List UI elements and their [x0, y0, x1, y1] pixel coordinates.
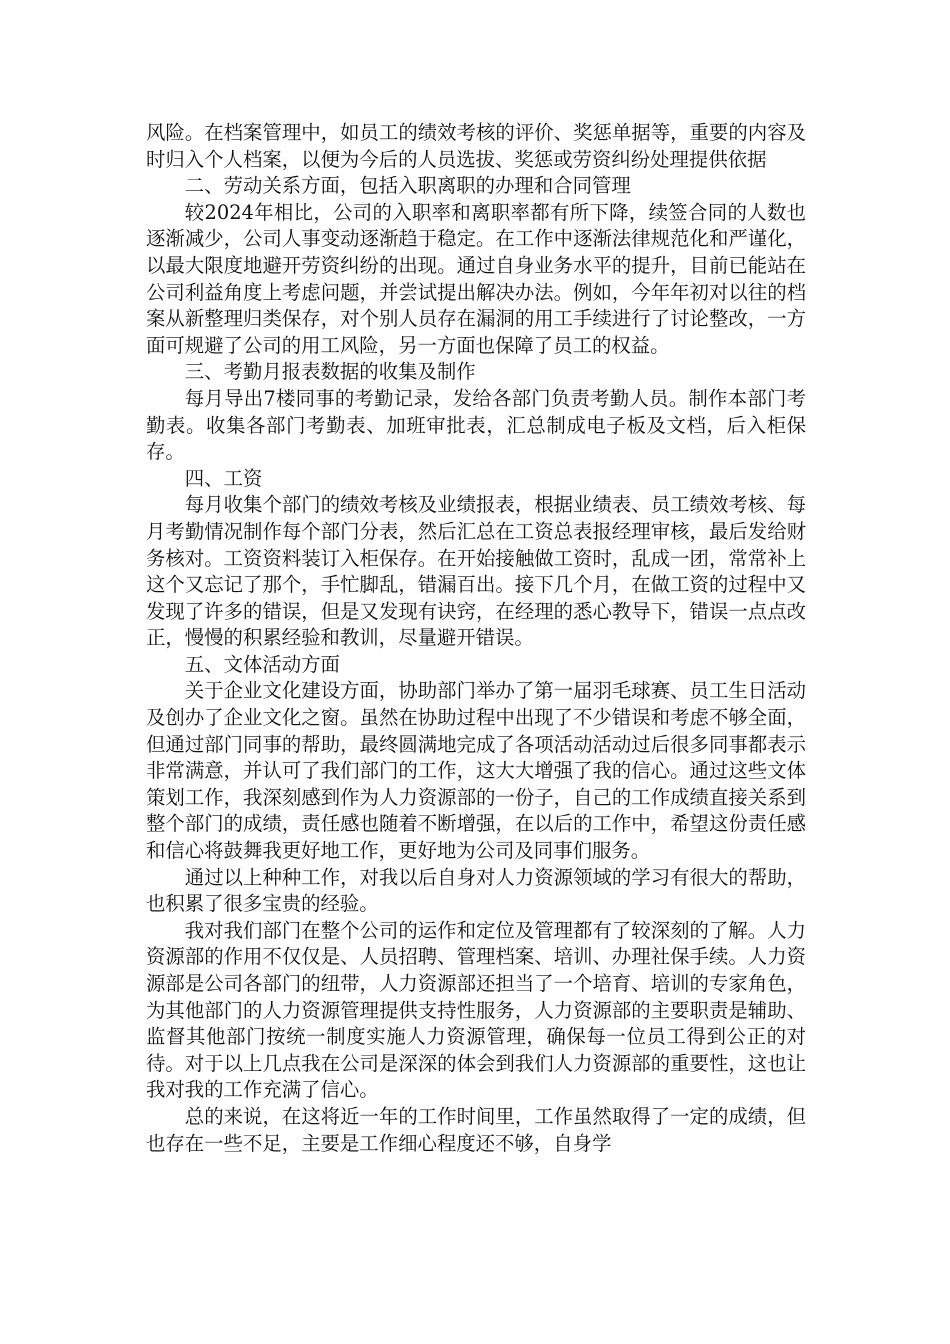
section-heading-labor-relations: 二、劳动关系方面，包括入职离职的办理和合同管理	[184, 174, 631, 198]
paragraph-summary: 总的来说，在这将近一年的工作时间里，工作虽然取得了一定的成绩，但也存在一些不足，主要是工作细心程度还不够，自身学	[146, 1104, 806, 1155]
paragraph-experience: 通过以上种种工作，对我以后自身对人力资源领域的学习有很大的帮助，也积累了很多宝贵的经验。	[146, 865, 806, 916]
document-body	[146, 120, 806, 1157]
paragraph-archive-risk: 风险。在档案管理中，如员工的绩效考核的评价、奖惩单据等，重要的内容及时归入个人档案，以便为今后的人员选拔、奖惩或劳资纠纷处理提供依据	[146, 121, 806, 171]
section-heading-salary: 四、工资	[184, 466, 263, 490]
paragraph-labor-relations: 较2024年相比，公司的入职率和离职率都有所下降，续签合同的人数也逐渐减少，公司人事变动逐渐趋于稳定。在工作中逐渐法律规范化和严谨化，以最大限度地避开劳资纠纷的出现。通过自身业务水平的提升，目前已能站在公司利益角度上考虑问题，并尝试提出解决办法。例如，今年年初对以往的档案从新整理归类保存，对个别人员存在漏洞的用工手续进行了讨论整改，一方面可规避了公司的用工风险，另一方面也保障了员工的权益。	[146, 200, 806, 357]
paragraph-attendance: 每月导出7楼同事的考勤记录，发给各部门负责考勤人员。制作本部门考勤表。收集各部门考勤表、加班审批表，汇总制成电子板及文档，后入柜保存。	[146, 386, 806, 464]
section-heading-attendance: 三、考勤月报表数据的收集及制作	[184, 360, 476, 384]
paragraph-activities: 关于企业文化建设方面，协助部门举办了第一届羽毛球赛、员工生日活动及创办了企业文化之窗。虽然在协助过程中出现了不少错误和考虑不够全面，但通过部门同事的帮助，最终圆满地完成了各项活动活动过后很多同事都表示非常满意，并认可了我们部门的工作，这大大增强了我的信心。通过这些文体策划工作，我深刻感到作为人力资源部的一份子，自己的工作成绩直接关系到整个部门的成绩，责任感也随着不断增强，在以后的工作中，希望这份责任感和信心将鼓舞我更好地工作，更好地为公司及同事们服务。	[146, 679, 806, 863]
paragraph-hr-role: 我对我们部门在整个公司的运作和定位及管理都有了较深刻的了解。人力资源部的作用不仅仅是、人员招聘、管理档案、培训、办理社保手续。人力资源部是公司各部门的纽带，人力资源部还担当了一个培育、培训的专家角色，为其他部门的人力资源管理提供支持性服务，人力资源部的主要职责是辅助、监督其他部门按统一制度实施人力资源管理，确保每一位员工得到公正的对待。对于以上几点我在公司是深深的体会到我们人力资源部的重要性，这也让我对我的工作充满了信心。	[146, 918, 806, 1102]
section-heading-activities: 五、文体活动方面	[184, 652, 340, 676]
paragraph-salary: 每月收集个部门的绩效考核及业绩报表，根据业绩表、员工绩效考核、每月考勤情况制作每个部门分表，然后汇总在工资总表报经理审核，最后发给财务核对。工资资料装订入柜保存。在开始接触做工资时，乱成一团，常常补上这个又忘记了那个，手忙脚乱，错漏百出。接下几个月，在做工资的过程中又发现了许多的错误，但是又发现有诀窍，在经理的悉心教导下，错误一点点改正，慢慢的积累经验和教训，尽量避开错误。	[146, 493, 806, 650]
